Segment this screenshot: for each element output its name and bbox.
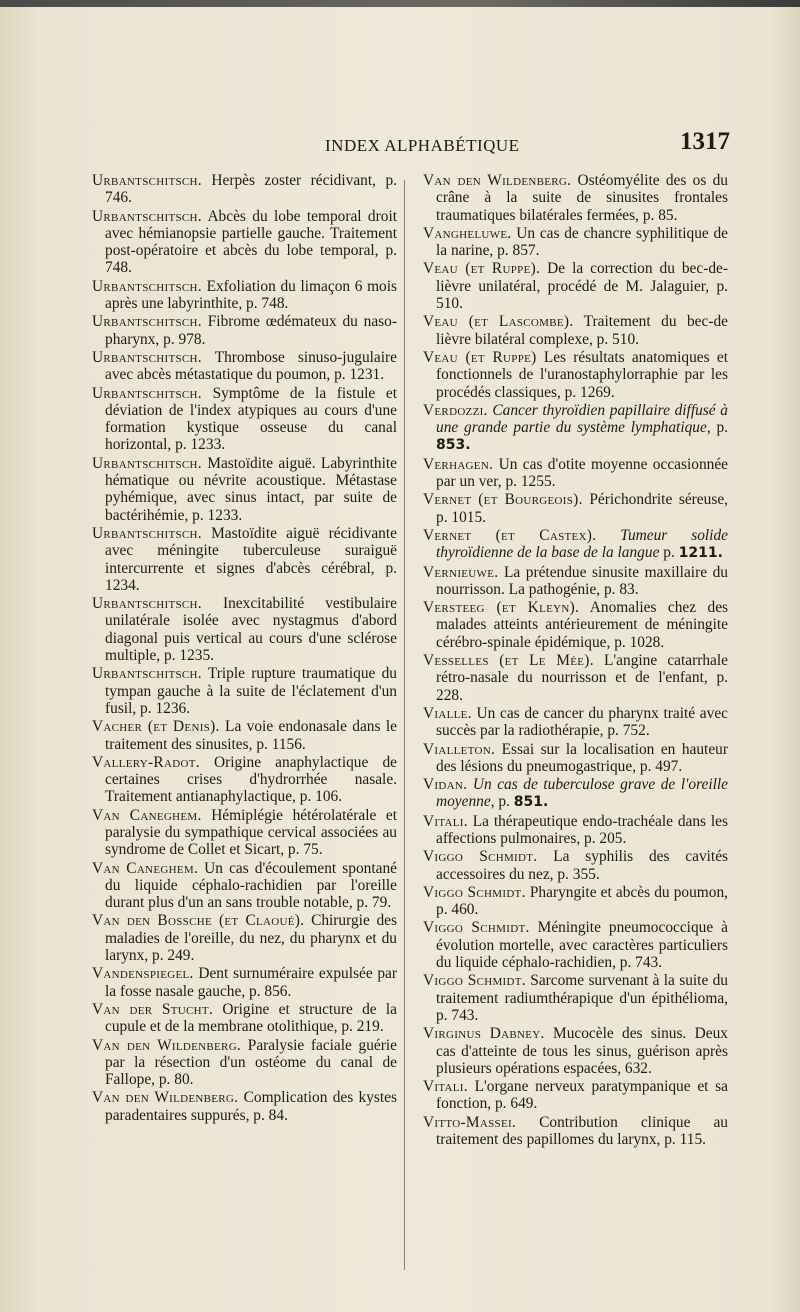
index-entry [92,754,397,806]
entry-text: p. [494,793,514,811]
index-entry [92,1001,397,1036]
entry-author: Van den Wildenberg. [92,1036,242,1054]
entry-text: Fibrome œdémateux du naso-pharynx, p. 978. [105,313,397,348]
index-entry [92,313,397,348]
index-entry [423,652,728,704]
entry-author: Van den Bossche (et Claoué). [92,912,305,930]
index-entry [423,402,728,455]
index-entry [92,1037,397,1089]
entry-text: L'angine catarrhale rétro-nasale du nourrisson et de l'enfant, p. 228. [436,652,728,704]
entry-author: Verdozzi. [423,401,488,419]
index-entry [423,1025,728,1077]
entry-text: p. [659,544,679,562]
index-entry [423,1078,728,1113]
entry-author: Van der Stucht. [92,1000,214,1018]
index-entry [423,172,728,224]
entry-author: Urbantschitsch. [92,595,202,613]
entry-author: Van Caneghem. [92,806,202,824]
index-entry [423,813,728,848]
index-entry [92,595,397,664]
entry-text: Dent surnuméraire expulsée par la fosse nasale gauche, p. 856. [105,965,397,1000]
entry-author: Verhagen. [423,455,494,473]
entry-author: Urbantschitsch. [92,384,202,402]
page-top-edge [0,0,800,7]
running-title: INDEX ALPHABÉTIQUE [325,136,520,155]
entry-author: Urbantschitsch. [92,207,202,225]
entry-author: Vialleton. [423,740,496,758]
entry-author: Urbantschitsch. [92,454,202,472]
index-entry [423,313,728,348]
index-entry [423,491,728,526]
entry-author: Vernet (et Castex). [423,526,597,544]
entry-text: De la correction du bec-de-lièvre unilatéral, procédé de M. Jalaguier, p. 510. [436,260,728,313]
entry-author: Urbantschitsch. [92,524,202,542]
entry-text: Un cas d'otite moyenne occasionnée par un ver, p. 1255. [436,455,728,491]
entry-page-bold: 853. [436,437,471,454]
index-entry [423,599,728,651]
entry-title-italic: Tumeur solide thyroïdienne de la base de la langue [436,526,728,562]
entry-text: Thrombose sinuso-jugulaire avec abcès métastatique du poumon, p. 1231. [105,348,397,384]
entry-author: Vidan. [423,776,468,794]
entry-text: La syphilis des cavités accessoires du nez, p. 355. [436,848,729,883]
page-number: 1317 [680,128,730,155]
entry-author: Vitto-Massei. [423,1113,517,1131]
entry-text: Mastoïdite aiguë récidivante avec méningite tuberculeuse suraiguë intercurrente et signes d'abcès cérébral, p. 1234. [105,524,397,594]
entry-text: Chirurgie des maladies de l'oreille, du nez, du pharynx et du larynx, p. 249. [105,912,397,965]
entry-author: Vernieuwe. [423,563,499,581]
entry-author: Vialle. [423,704,472,722]
index-entry [423,260,728,312]
index-entry [92,665,397,717]
entry-text: Symptôme de la fistule et déviation de l'index atypiques au cours d'une formation kystique osseuse du canal horizontal, p. 1233. [105,384,397,454]
entry-text: Pharyngite et abcès du poumon, p. 460. [436,883,729,919]
index-entry [423,1114,728,1149]
entry-text: Inexcitabilité vestibulaire unilatérale isolée avec nystagmus d'abord diagonal puis vertical au cours d'une sclérose multiple, p. 1235. [105,595,397,665]
index-entry [423,884,728,919]
entry-text: Périchondrite séreuse, p. 1015. [436,491,729,526]
entry-text: Sarcome survenant à la suite du traitement radiumthérapique d'un épithélioma, p. 743. [436,972,728,1024]
index-entry [423,776,728,812]
entry-author: Viggo Schmidt. [423,972,526,990]
entry-text: Essai sur la localisation en hauteur des lésions du pneumogastrique, p. 497. [436,740,728,775]
entry-author: Viggo Schmidt. [423,919,530,937]
entry-text: Complication des kystes paradentaires suppurés, p. 84. [105,1089,397,1124]
entry-text: Triple rupture traumatique du tympan gauche à la suite de l'éclatement d'un fusil, p. 1236. [105,665,397,717]
entry-author: Vacher (et Denis). [92,718,220,736]
entry-author: Van den Wildenberg. [423,172,572,189]
left-column [92,172,397,1125]
entry-text: Mucocèle des sinus. Deux cas d'atteinte de tous les sinus, guérison après plusieurs opérations espacées, 632. [436,1025,728,1077]
entry-author: Veau (et Ruppe). [423,260,541,278]
entry-text: Un cas de chancre syphilitique de la narine, p. 857. [436,224,728,260]
entry-text: Origine et structure de la cupule et de la membrane otolithique, p. 219. [105,1000,397,1036]
index-entry [92,912,397,964]
entry-author: Veau (et Lascombe). [423,313,574,331]
index-entry [92,278,397,313]
index-entry [92,525,397,594]
entry-author: Vangheluwe. [423,224,512,242]
index-entry [423,456,728,491]
entry-author: Vallery-Radot. [92,753,200,771]
entry-author: Van den Wildenberg. [92,1089,239,1107]
entry-title-italic: Cancer thyroïdien papillaire diffusé à une grande partie du système lymphatique, [436,401,728,437]
entry-text: Hémiplégie hétérolatérale et paralysie du sympathique cervical associées au syndrome de Collet et Sicart, p. 75. [105,806,398,859]
index-entry [92,718,397,753]
entry-text: p. [710,419,728,437]
entry-text: Exfoliation du limaçon 6 mois après une labyrinthite, p. 748. [105,277,397,313]
entry-text: Un cas d'écoulement spontané du liquide céphalo-rachidien par l'oreille durant plus d'un an sans trouble notable, p. 79. [105,859,397,912]
index-entry [423,527,728,563]
entry-author: Viggo Schmidt. [423,883,526,901]
entry-author: Van Caneghem. [92,859,199,877]
entry-text: L'organe nerveux paratympanique et sa fonction, p. 649. [436,1078,728,1113]
entry-author: Urbantschitsch. [92,348,202,366]
index-entry [92,208,397,277]
entry-text: Ostéomyélite des os du crâne à la suite de sinusites frontales traumatiques bilatérales fermées, p. 85. [436,172,728,224]
entry-author: Veau (et Ruppe) [423,348,537,366]
index-entry [423,848,728,883]
right-column [423,172,728,1149]
index-entry [92,385,397,454]
entry-author: Urbantschitsch. [92,172,202,189]
entry-author: Urbantschitsch. [92,277,202,295]
entry-author: Virginus Dabney. [423,1025,545,1043]
entry-author: Vandenspiegel. [92,965,194,983]
entry-title-italic: Un cas de tuberculose grave de l'oreille moyenne, [436,776,728,811]
entry-text: Les résultats anatomiques et fonctionnels de l'uranostaphylorraphie par les procédés classiques, p. 1269. [436,348,728,401]
entry-author: Urbantschitsch. [92,313,202,331]
entry-text: Mastoïdite aiguë. Labyrinthite hématique ou névrite acoustique. Métastase pyhémique, avec sinus intact, par suite de bactérihémie, p. 1233. [105,454,397,524]
index-entry [423,919,728,971]
entry-text: Un cas de cancer du pharynx traité avec succès par la radiothérapie, p. 752. [436,704,728,740]
entry-page-bold: 1211. [678,545,723,562]
entry-text: Contribution clinique au traitement des papillomes du larynx, p. 115. [436,1113,728,1149]
entry-author: Vitali. [423,812,468,830]
entry-author: Urbantschitsch. [92,665,202,683]
entry-text: Herpès zoster récidivant, p. 746. [105,172,397,207]
entry-text: Abcès du lobe temporal droit avec hémianopsie partielle gauche. Traitement post-opératoire et abcès du lobe temporal, p. 748. [105,207,397,277]
entry-author: Vitali. [423,1078,468,1096]
index-entry [92,455,397,524]
index-entry [423,349,728,401]
entry-author: Vernet (et Bourgeois). [423,491,583,509]
entry-text: Traitement du bec-de lièvre bilatéral complexe, p. 510. [436,313,728,348]
column-divider [404,180,405,1270]
page-header [150,128,740,168]
index-entry [92,860,397,912]
index-entry [423,705,728,740]
entry-author: Vesselles (et Le Mée). [423,652,594,670]
index-entry [423,564,728,599]
index-entry [92,807,397,859]
index-entry [423,972,728,1024]
entry-text: La thérapeutique endo-trachéale dans les affections pulmonaires, p. 205. [436,812,728,847]
index-entry [92,1089,397,1124]
entry-author: Versteeg (et Kleyn). [423,599,580,617]
entry-page-bold: 851. [513,794,549,811]
index-entry [423,741,728,776]
entry-text: Méningite pneumococcique à évolution mortelle, avec caractères particuliers du liquide céphalo-rachidien, p. 743. [436,919,729,972]
entry-text: Origine anaphylactique de certaines crises d'hydrorrhée nasale. Traitement antianaphylactique, p. 106. [105,753,397,806]
entry-text: La prétendue sinusite maxillaire du nourrisson. La pathogénie, p. 83. [436,563,728,598]
index-entry [423,225,728,260]
entry-text: Anomalies chez des malades atteints antérieurement de méningite cérébro-spinale épidémique, p. 1028. [436,599,729,651]
index-entry [92,965,397,1000]
index-entry [92,172,397,207]
entry-author: Viggo Schmidt. [423,848,538,866]
entry-text: La voie endonasale dans le traitement des sinusites, p. 1156. [105,718,397,753]
index-entry [92,349,397,384]
entry-text: Paralysie faciale guérie par la résection d'un ostéome du canal de Fallope, p. 80. [105,1036,397,1089]
